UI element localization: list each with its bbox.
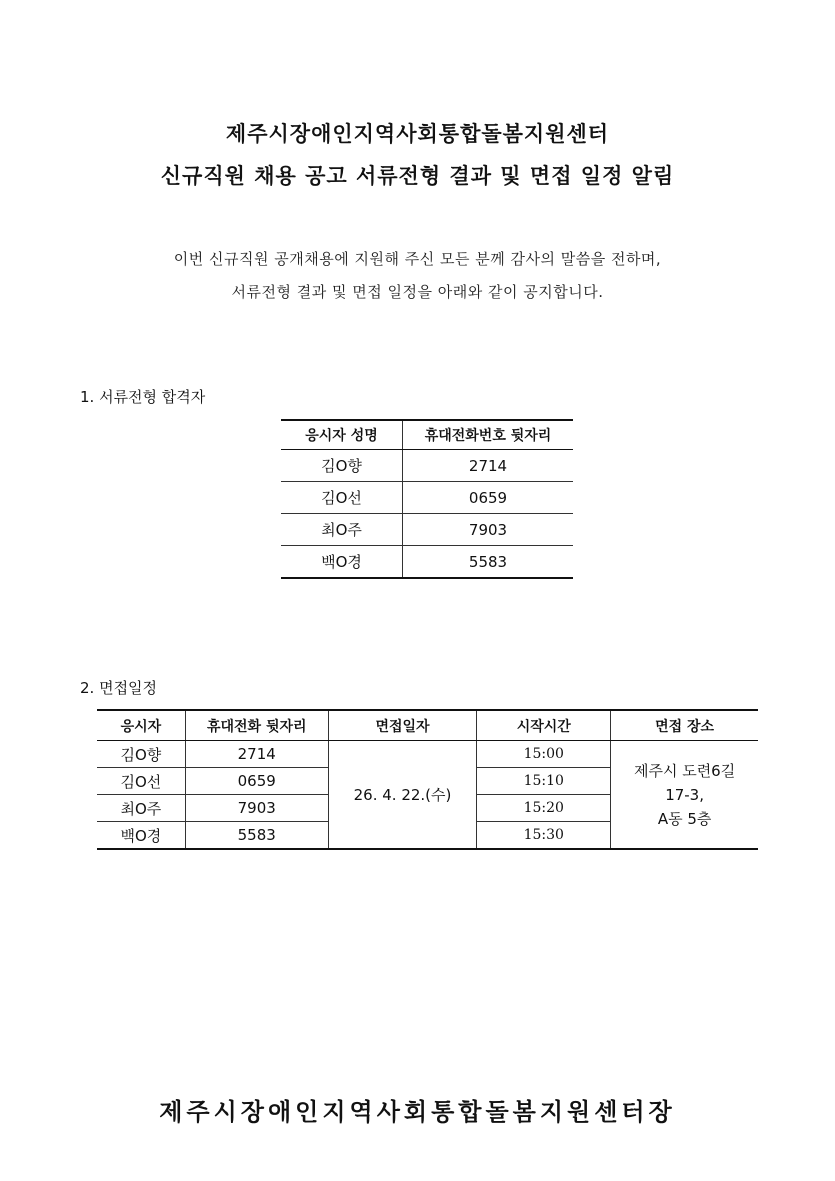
column-header-interview-date: 면접일자 [328, 710, 477, 741]
phone-last-digits: 5583 [185, 822, 328, 850]
phone-last-digits: 2714 [403, 450, 574, 482]
applicant-name: 김O향 [281, 450, 403, 482]
section1-heading: 1. 서류전형 합격자 [80, 388, 206, 406]
column-header-applicant: 응시자 [97, 710, 185, 741]
applicant-name: 김O선 [97, 768, 185, 795]
interview-place-line3: A동 5층 [657, 809, 712, 828]
start-time: 15:00 [477, 741, 611, 768]
interview-place [611, 741, 758, 850]
table-header-row [97, 710, 758, 741]
interview-place-line1: 제주시 도련6길 [633, 761, 736, 780]
table-row [281, 546, 573, 579]
phone-last-digits: 0659 [403, 482, 574, 514]
intro-line2: 서류전형 결과 및 면접 일정을 아래와 같이 공지합니다. [231, 283, 604, 301]
interview-date: 26. 4. 22.(수) [328, 741, 477, 850]
applicant-name: 김O선 [281, 482, 403, 514]
applicant-name: 최O주 [97, 795, 185, 822]
phone-last-digits: 7903 [185, 795, 328, 822]
column-header-phone-last-digits: 휴대전화 뒷자리 [185, 710, 328, 741]
document-title-line1: 제주시장애인지역사회통합돌봄지원센터 [225, 122, 610, 146]
phone-last-digits: 7903 [403, 514, 574, 546]
column-header-phone-last-digits: 휴대전화번호 뒷자리 [403, 420, 574, 450]
start-time: 15:30 [477, 822, 611, 850]
interview-schedule-table [97, 709, 758, 850]
applicant-name: 백O경 [281, 546, 403, 579]
signature: 제주시장애인지역사회통합돌봄지원센터장 [159, 1098, 676, 1126]
intro-line1: 이번 신규직원 공개채용에 지원해 주신 모든 분께 감사의 말씀을 전하며, [173, 250, 662, 268]
start-time: 15:20 [477, 795, 611, 822]
table-header-row [281, 420, 573, 450]
column-header-applicant-name: 응시자 성명 [281, 420, 403, 450]
applicant-name: 최O주 [281, 514, 403, 546]
column-header-interview-place: 면접 장소 [611, 710, 758, 741]
document-title-line2: 신규직원 채용 공고 서류전형 결과 및 면접 일정 알림 [160, 164, 675, 188]
phone-last-digits: 2714 [185, 741, 328, 768]
applicant-name: 백O경 [97, 822, 185, 850]
table-row [97, 741, 758, 768]
table-row [281, 514, 573, 546]
start-time: 15:10 [477, 768, 611, 795]
phone-last-digits: 5583 [468, 552, 508, 571]
phone-last-digits: 0659 [185, 768, 328, 795]
document-screening-passers-table [281, 419, 573, 579]
applicant-name: 김O향 [97, 741, 185, 768]
column-header-start-time: 시작시간 [477, 710, 611, 741]
table-row [281, 482, 573, 514]
table-row [281, 450, 573, 482]
section2-heading: 2. 면접일정 [80, 679, 158, 697]
interview-place-line2: 17-3, [665, 785, 704, 804]
